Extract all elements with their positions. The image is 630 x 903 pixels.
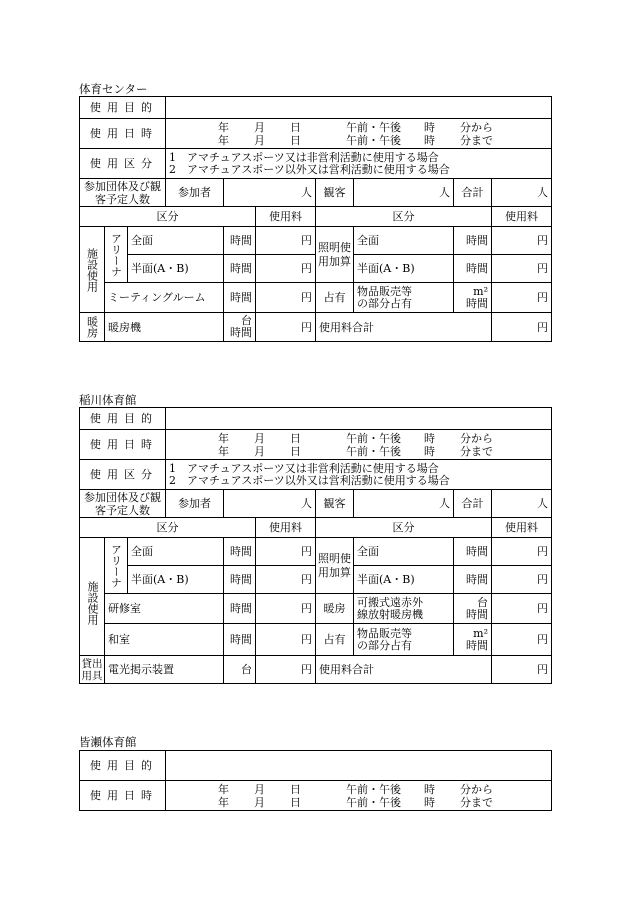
facility-label: 施設使用 [80, 227, 105, 313]
kubun-header-left: 区分 [80, 518, 256, 538]
board-fee[interactable]: 円 [256, 656, 316, 684]
lighting-half-label: 半面(A・B) [354, 255, 454, 283]
participants-label: 参加者 [166, 179, 224, 207]
purpose-field[interactable] [166, 408, 552, 430]
hour-to: 時 [424, 133, 436, 147]
sales-label [354, 624, 454, 656]
sales-area-hours[interactable] [454, 624, 492, 656]
sales-label-1: 物品販売等 [357, 284, 413, 298]
fee-header-right: 使用料 [492, 207, 552, 227]
sales-sqm: m² [473, 284, 489, 298]
purpose-label: 使用目的 [80, 751, 166, 781]
lighting-half-label: 半面(A・B) [354, 566, 454, 594]
occupy-label: 占有 [316, 283, 354, 313]
minute-from: 分から [460, 431, 494, 445]
day-to: 日 [290, 444, 302, 458]
training-room-label: 研修室 [105, 594, 224, 624]
datetime-label: 使用日時 [80, 430, 166, 460]
lighting-full-hours[interactable]: 時間 [454, 227, 492, 255]
heater-fee[interactable]: 円 [492, 594, 552, 624]
year-from: 年 [218, 431, 230, 445]
lighting-label: 照明使用加算 [316, 538, 354, 594]
spectators-field[interactable]: 人 [354, 179, 454, 207]
participants-field[interactable]: 人 [224, 490, 316, 518]
meeting-room-fee[interactable]: 円 [256, 283, 316, 313]
sales-fee[interactable]: 円 [492, 283, 552, 313]
lighting-half-hours[interactable]: 時間 [454, 255, 492, 283]
lighting-full-hours[interactable]: 時間 [454, 538, 492, 566]
datetime-field[interactable] [166, 781, 552, 811]
occupy-label: 占有 [316, 624, 354, 656]
datetime-field[interactable] [166, 119, 552, 149]
category-option-2: 2 アマチュアスポーツ以外又は営利活動に使用する場合 [169, 473, 450, 487]
datetime-field[interactable] [166, 430, 552, 460]
group-label: 参加団体及び観客予定人数 [80, 490, 166, 518]
fee-total-label: 使用料合計 [316, 656, 492, 684]
training-room-fee[interactable]: 円 [256, 594, 316, 624]
arena-half-fee[interactable]: 円 [256, 255, 316, 283]
category-option-2: 2 アマチュアスポーツ以外又は営利活動に使用する場合 [169, 162, 450, 176]
minute-to: 分まで [460, 133, 494, 147]
minute-from: 分から [460, 120, 494, 134]
spectators-label: 観客 [316, 490, 354, 518]
lighting-half-fee[interactable]: 円 [492, 255, 552, 283]
fee-header-left: 使用料 [256, 518, 316, 538]
meeting-room-hours[interactable]: 時間 [224, 283, 256, 313]
minute-to: 分まで [460, 444, 494, 458]
heating-label: 暖房 [316, 594, 354, 624]
year-to: 年 [218, 444, 230, 458]
lighting-half-hours[interactable]: 時間 [454, 566, 492, 594]
meeting-room-label: ミーティングルーム [105, 283, 224, 313]
category-field[interactable] [166, 460, 552, 490]
lighting-full-label: 全面 [354, 538, 454, 566]
board-label: 電光掲示装置 [105, 656, 224, 684]
japanese-room-hours[interactable]: 時間 [224, 624, 256, 656]
category-option-1: 1 アマチュアスポーツ又は非営利活動に使用する場合 [169, 461, 439, 475]
sales-label [354, 283, 454, 313]
month-from: 月 [254, 782, 265, 796]
arena-label: アリーナ [105, 538, 128, 594]
heater-label-2: 線放射暖房機 [357, 607, 424, 621]
japanese-room-fee[interactable]: 円 [256, 624, 316, 656]
form-table-3 [79, 750, 552, 811]
ampm-to: 午前・午後 [346, 795, 401, 809]
arena-full-label: 全面 [128, 227, 224, 255]
total-field[interactable]: 人 [492, 490, 552, 518]
rental-label: 貸出用具 [81, 657, 103, 682]
year-from: 年 [218, 120, 230, 134]
heater-unit-hours[interactable] [224, 313, 256, 342]
board-units[interactable]: 台 [224, 656, 256, 684]
category-option-1: 1 アマチュアスポーツ又は非営利活動に使用する場合 [169, 150, 439, 164]
arena-full-fee[interactable]: 円 [256, 227, 316, 255]
participants-field[interactable]: 人 [224, 179, 316, 207]
year-to: 年 [218, 795, 229, 809]
facility-label-2: 施設使用 [86, 581, 99, 625]
arena-full-fee[interactable]: 円 [256, 538, 316, 566]
hour-to: 時 [424, 444, 436, 458]
lighting-half-fee[interactable]: 円 [492, 566, 552, 594]
day-to: 日 [290, 795, 301, 809]
sales-fee[interactable]: 円 [492, 624, 552, 656]
arena-half-hours[interactable]: 時間 [224, 566, 256, 594]
heater-unit: 台 [477, 595, 489, 609]
heater-label [354, 594, 454, 624]
year-to: 年 [218, 133, 230, 147]
hour-from: 時 [424, 120, 436, 134]
participants-label: 参加者 [166, 490, 224, 518]
training-room-hours[interactable]: 時間 [224, 594, 256, 624]
spectators-field[interactable]: 人 [354, 490, 454, 518]
ampm-from: 午前・午後 [346, 120, 402, 134]
category-label: 使用区分 [80, 460, 166, 490]
ampm-from: 午前・午後 [346, 431, 402, 445]
arena-full-hours[interactable]: 時間 [224, 538, 256, 566]
ampm-from: 午前・午後 [346, 782, 401, 796]
group-label: 参加団体及び観客予定人数 [80, 179, 166, 207]
heater-hours: 時間 [230, 326, 253, 339]
ampm-to: 午前・午後 [346, 133, 402, 147]
heater-label-1: 可搬式遠赤外 [357, 595, 424, 609]
heater-unit-hours[interactable] [454, 594, 492, 624]
month-to: 月 [254, 795, 265, 809]
lighting-label: 照明使用加算 [316, 227, 354, 283]
year-from: 年 [218, 782, 229, 796]
sales-area-hours[interactable] [454, 283, 492, 313]
japanese-room-label: 和室 [105, 624, 224, 656]
hour-from: 時 [424, 782, 435, 796]
heater-unit: 台 [241, 314, 253, 327]
arena-half-label: 半面(A・B) [128, 255, 224, 283]
sales-label-2: の部分占有 [357, 638, 413, 652]
arena-full-label: 全面 [128, 538, 224, 566]
category-label: 使用区分 [80, 149, 166, 179]
category-field[interactable] [166, 149, 552, 179]
sales-hours: 時間 [466, 638, 489, 652]
heater-label: 暖房機 [105, 313, 224, 342]
section-title-3: 皆瀬体育館 [79, 735, 137, 749]
fee-header-left: 使用料 [256, 207, 316, 227]
section-title-2: 稲川体育館 [79, 393, 137, 407]
hour-to: 時 [424, 795, 435, 809]
fee-total-field[interactable]: 円 [492, 313, 552, 342]
fee-total-label: 使用料合計 [316, 313, 492, 342]
sales-sqm: m² [473, 626, 489, 640]
arena-half-label: 半面(A・B) [128, 566, 224, 594]
month-from: 月 [254, 431, 266, 445]
day-from: 日 [290, 782, 301, 796]
datetime-label: 使用日時 [80, 119, 166, 149]
arena-half-fee[interactable]: 円 [256, 566, 316, 594]
month-to: 月 [254, 444, 266, 458]
heater-fee[interactable]: 円 [256, 313, 316, 342]
purpose-field[interactable] [166, 97, 552, 119]
fee-header-right: 使用料 [492, 518, 552, 538]
lighting-full-label: 全面 [354, 227, 454, 255]
total-field[interactable]: 人 [492, 179, 552, 207]
day-to: 日 [290, 133, 302, 147]
heater-hours: 時間 [466, 607, 489, 621]
hour-from: 時 [424, 431, 436, 445]
spectators-label: 観客 [316, 179, 354, 207]
lighting-full-fee[interactable]: 円 [492, 538, 552, 566]
heating-label: 暖房 [80, 313, 105, 342]
month-from: 月 [254, 120, 266, 134]
month-to: 月 [254, 133, 266, 147]
kubun-header-right: 区分 [316, 518, 492, 538]
sales-label-1: 物品販売等 [357, 626, 413, 640]
ampm-to: 午前・午後 [346, 444, 402, 458]
fee-total-field[interactable]: 円 [492, 656, 552, 684]
minute-from: 分から [460, 782, 493, 796]
lighting-full-fee[interactable]: 円 [492, 227, 552, 255]
sales-label-2: の部分占有 [357, 296, 413, 310]
arena-label: アリーナ [105, 227, 128, 283]
minute-to: 分まで [460, 795, 493, 809]
arena-full-hours[interactable]: 時間 [224, 227, 256, 255]
arena-half-hours[interactable]: 時間 [224, 255, 256, 283]
kubun-header-left: 区分 [80, 207, 256, 227]
purpose-field[interactable] [166, 751, 552, 781]
day-from: 日 [290, 431, 302, 445]
kubun-header-right: 区分 [316, 207, 492, 227]
form-table-1 [79, 96, 552, 342]
total-label: 合計 [454, 179, 492, 207]
section-title-1: 体育センター [79, 82, 148, 96]
purpose-label: 使用目的 [80, 408, 166, 430]
datetime-label: 使用日時 [80, 781, 166, 811]
form-table-2 [79, 407, 552, 684]
total-label: 合計 [454, 490, 492, 518]
purpose-label: 使用目的 [80, 97, 166, 119]
day-from: 日 [290, 120, 302, 134]
sales-hours: 時間 [466, 296, 489, 310]
